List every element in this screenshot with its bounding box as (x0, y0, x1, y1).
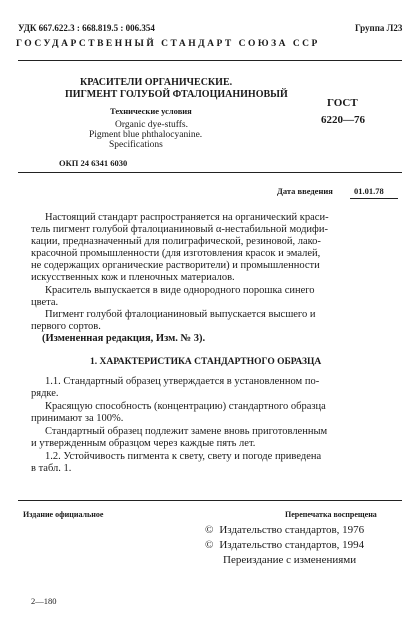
copyright-icon: © (205, 524, 214, 536)
page-number: 2—180 (31, 596, 57, 606)
body-line: 1.2. Устойчивость пигмента к свету, свету и погоде приведена (45, 451, 322, 462)
english-title-line-1: Organic dye-stuffs. (115, 120, 188, 130)
body-line: искусственных кож и пленочных материалов. (31, 272, 235, 283)
english-title-line-2: Pigment blue phthalocyanine. (89, 130, 203, 140)
body-line: 1.1. Стандартный образец утверждается в установленном по- (45, 376, 320, 387)
title-divider (18, 172, 402, 173)
body-line: принимают за 100%. (31, 413, 124, 424)
copyright-line-2 (205, 539, 364, 551)
copyright-icon: © (205, 539, 214, 551)
section-title: 1. ХАРАКТЕРИСТИКА СТАНДАРТНОГО ОБРАЗЦА (90, 357, 322, 367)
copyright-text: Издательство стандартов, 1976 (219, 524, 365, 536)
body-line: в табл. 1. (31, 463, 72, 474)
body-line: Пигмент голубой фталоцианиновый выпускается высшего и (45, 309, 316, 320)
copyright-line-1 (205, 524, 364, 536)
body-line: кации, предназначенный для полиграфической, резиновой, лако- (31, 236, 321, 247)
body-line: цвета. (31, 297, 59, 308)
group-code: Группа Л23 (355, 23, 403, 33)
official-edition-label: Издание официальное (23, 510, 104, 519)
copyright-text: Издательство стандартов, 1994 (219, 539, 365, 551)
footer-divider (18, 500, 402, 501)
body-line: тель пигмент голубой фталоцианиновый α-нестабильной модифи- (31, 224, 328, 235)
gost-label: ГОСТ (327, 97, 358, 109)
body-line: Стандартный образец подлежит замене вновь приготовленным (45, 426, 328, 437)
header-divider (18, 60, 402, 61)
body-line: красочной промышленности (для изготовления красок и эмалей, (31, 248, 321, 259)
intro-date-label: Дата введения (277, 186, 333, 196)
body-line: рядке. (31, 388, 59, 399)
body-line: не содержащих органические растворители) и промышленности (31, 260, 320, 271)
body-line: Краситель выпускается в виде однородного порошка синего (45, 285, 315, 296)
okp-code: ОКП 24 6341 6030 (59, 158, 128, 168)
english-title-line-3: Specifications (109, 140, 163, 150)
organization-title: ГОСУДАРСТВЕННЫЙ СТАНДАРТ СОЮЗА ССР (16, 39, 320, 49)
body-line: и утвержденным образцом через каждые пять лет. (31, 438, 256, 449)
udk-code: УДК 667.622.3 : 668.819.5 : 006.354 (18, 23, 155, 33)
document-title-line-2: ПИГМЕНТ ГОЛУБОЙ ФТАЛОЦИАНИНОВЫЙ (65, 89, 288, 100)
body-line: первого сортов. (31, 321, 101, 332)
gost-number: 6220—76 (321, 114, 365, 126)
reprint-prohibited-label: Перепечатка воспрещена (285, 510, 377, 519)
intro-date-value: 01.01.78 (354, 186, 384, 196)
document-title-line-1: КРАСИТЕЛИ ОРГАНИЧЕСКИЕ. (80, 77, 233, 88)
intro-date-underline (350, 198, 398, 199)
reissue-note: Переиздание с изменениями (223, 554, 357, 566)
document-subtitle: Технические условия (110, 106, 192, 116)
body-line: Настоящий стандарт распространяется на органический краси- (45, 212, 329, 223)
amendment-note: (Измененная редакция, Изм. № 3). (42, 333, 206, 344)
body-line: Красящую способность (концентрацию) стандартного образца (45, 401, 326, 412)
